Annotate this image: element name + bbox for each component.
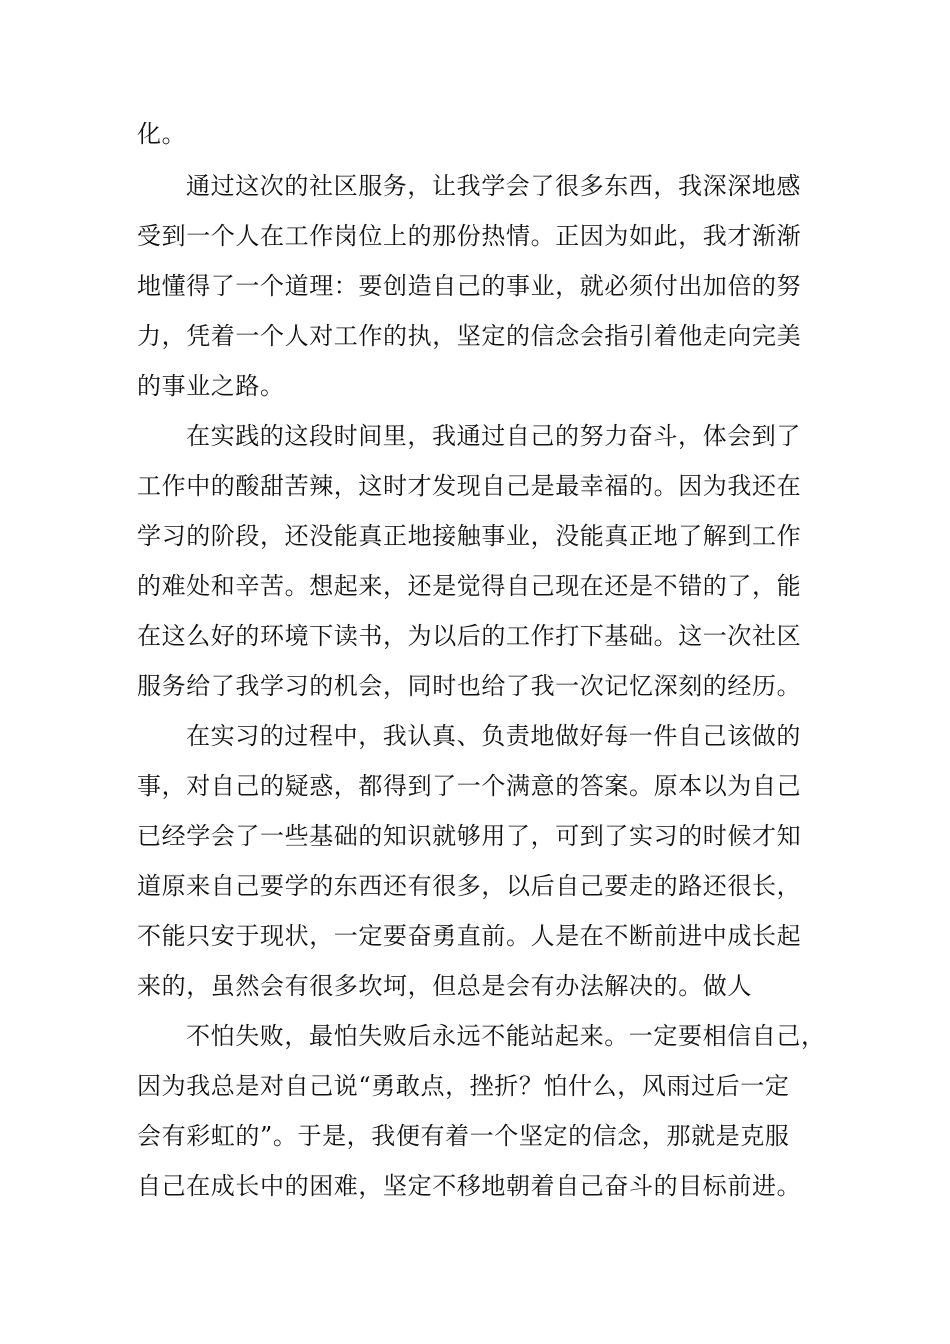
text-line: 地懂得了一个道理：要创造自己的事业，就必须付出加倍的努 [137, 272, 802, 300]
text-line: 事，对自己的疑惑，都得到了一个满意的答案。原本以为自己 [137, 772, 802, 800]
text-line: 已经学会了一些基础的知识就够用了，可到了实习的时候才知 [137, 822, 802, 850]
paragraph-first-line: 在实践的这段时间里，我通过自己的努力奋斗，体会到了 [186, 422, 801, 450]
text-line: 因为我总是对自己说“勇敢点，挫折？怕什么，风雨过后一定 [137, 1072, 790, 1100]
paragraph-first-line: 不怕失败，最怕失败后永远不能站起来。一定要相信自己， [186, 1022, 826, 1050]
text-line: 化。 [137, 120, 187, 148]
text-line: 在这么好的环境下读书，为以后的工作打下基础。这一次社区 [137, 622, 802, 650]
text-line: 工作中的酸甜苦辣，这时才发现自己是最幸福的。因为我还在 [137, 472, 802, 500]
text-line: 学习的阶段，还没能真正地接触事业，没能真正地了解到工作 [137, 522, 802, 550]
text-line: 会有彩虹的”。于是，我便有着一个坚定的信念，那就是克服 [137, 1122, 790, 1150]
text-line: 受到一个人在工作岗位上的那份热情。正因为如此，我才渐渐 [137, 222, 802, 250]
text-line: 的事业之路。 [137, 372, 285, 400]
text-line: 不能只安于现状，一定要奋勇直前。人是在不断前进中成长起 [137, 922, 802, 950]
text-line: 来的，虽然会有很多坎坷，但总是会有办法解决的。做人 [137, 972, 752, 1000]
text-line: 的难处和辛苦。想起来，还是觉得自己现在还是不错的了，能 [137, 572, 802, 600]
paragraph-first-line: 通过这次的社区服务，让我学会了很多东西，我深深地感 [186, 172, 801, 200]
text-line: 道原来自己要学的东西还有很多，以后自己要走的路还很长， [137, 872, 802, 900]
text-line: 自己在成长中的困难，坚定不移地朝着自己奋斗的目标前进。 [137, 1172, 802, 1200]
paragraph-first-line: 在实习的过程中，我认真、负责地做好每一件自己该做的 [186, 722, 801, 750]
text-line: 力，凭着一个人对工作的执，坚定的信念会指引着他走向完美 [137, 322, 802, 350]
text-line: 服务给了我学习的机会，同时也给了我一次记忆深刻的经历。 [137, 672, 802, 700]
